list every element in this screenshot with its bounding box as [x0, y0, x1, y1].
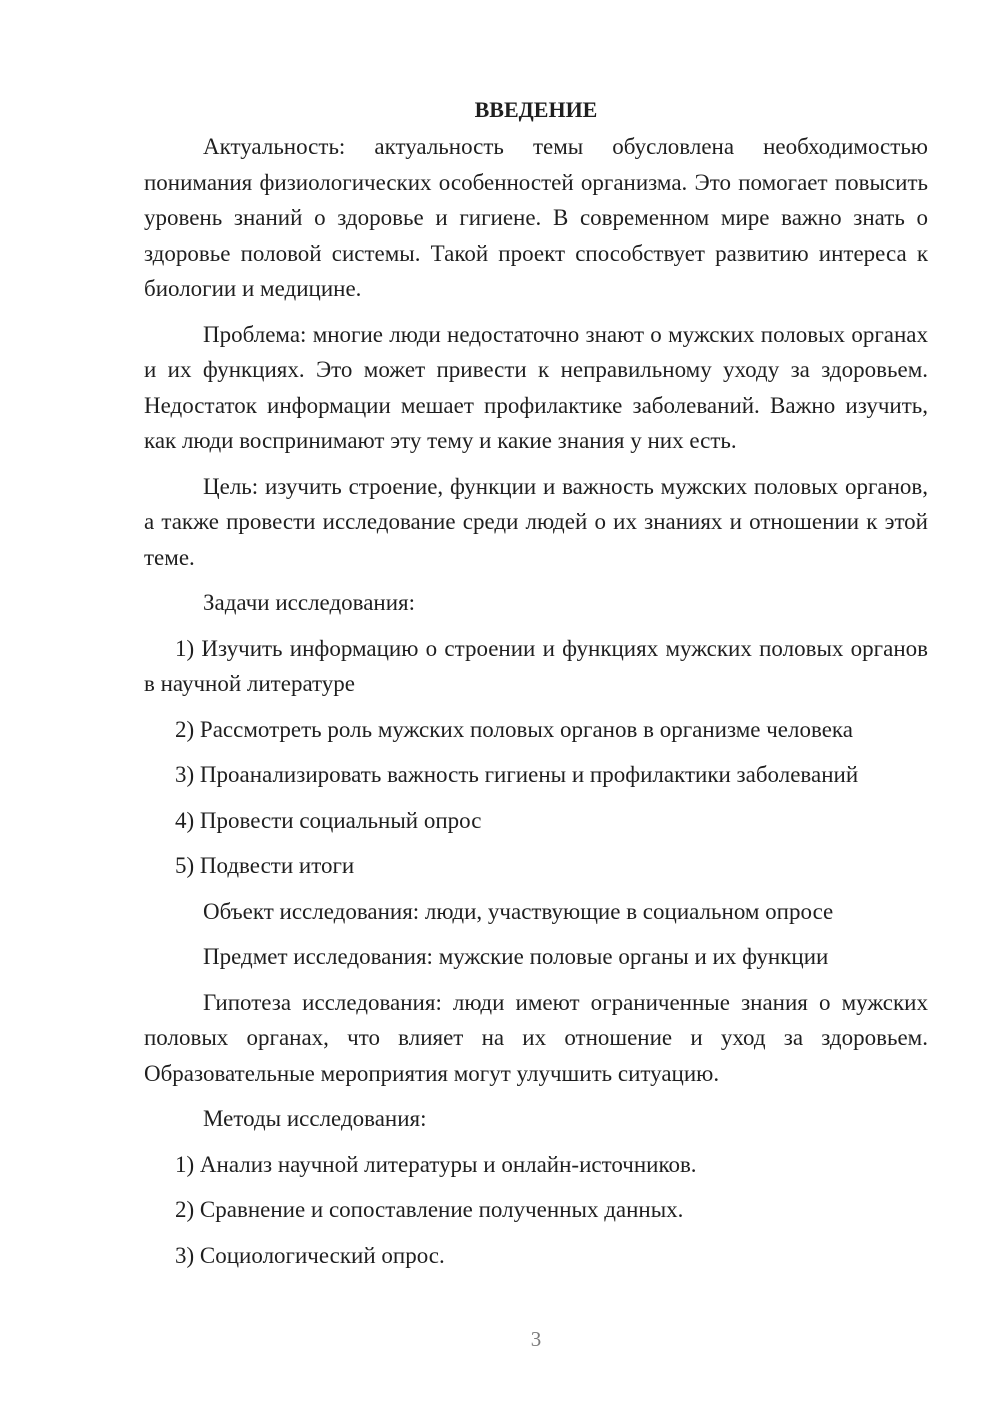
- relevance-paragraph: Актуальность: актуальность темы обусловлена необходимостью понимания физиологических особенностей организма. Это помогает повысить уровень знаний о здоровье и гигиене. В современном мире важно знать о здоровье половой системы. Такой проект способствует развитию интереса к биологии и медицине.: [144, 134, 928, 301]
- tasks-heading: Задачи исследования:: [203, 590, 416, 615]
- method-item-1: 1) Анализ научной литературы и онлайн-источников.: [175, 1151, 697, 1177]
- task-item-5: 5) Подвести итоги: [175, 853, 355, 878]
- research-object: Объект исследования: люди, участвующие в социальном опросе: [203, 898, 834, 924]
- method-item-3: 3) Социологический опрос.: [175, 1242, 445, 1268]
- method-item-2: 2) Сравнение и сопоставление полученных данных.: [175, 1197, 684, 1222]
- problem-paragraph: Проблема: многие люди недостаточно знают о мужских половых органах и их функциях. Это может привести к неправильному уходу за здоровьем. Недостаток информации мешает профилактике заболеваний. Важно изучить, как люди воспринимают эту тему и какие знания у них есть.: [144, 321, 928, 453]
- page-title: ВВЕДЕНИЕ: [474, 97, 598, 122]
- research-subject: Предмет исследования: мужские половые органы и их функции: [203, 944, 829, 969]
- goal-paragraph: Цель: изучить строение, функции и важность мужских половых органов, а также провести исследование среди людей о их знаниях и отношении к этой теме.: [144, 473, 928, 570]
- task-item-1: 1) Изучить информацию о строении и функциях мужских половых органов в научной литературе: [144, 635, 928, 696]
- hypothesis-paragraph: Гипотеза исследования: люди имеют ограниченные знания о мужских половых органах, что влияет на их отношение и уход за здоровьем. Образовательные мероприятия могут улучшить ситуацию.: [144, 989, 928, 1086]
- task-item-2: 2) Рассмотреть роль мужских половых органов в организме человека: [175, 716, 853, 742]
- page-number: 3: [530, 1327, 542, 1351]
- methods-heading: Методы исследования:: [203, 1106, 427, 1131]
- page-content: [144, 92, 928, 1283]
- task-item-3: 3) Проанализировать важность гигиены и профилактики заболеваний: [175, 762, 859, 787]
- task-item-4: 4) Провести социальный опрос: [175, 807, 482, 833]
